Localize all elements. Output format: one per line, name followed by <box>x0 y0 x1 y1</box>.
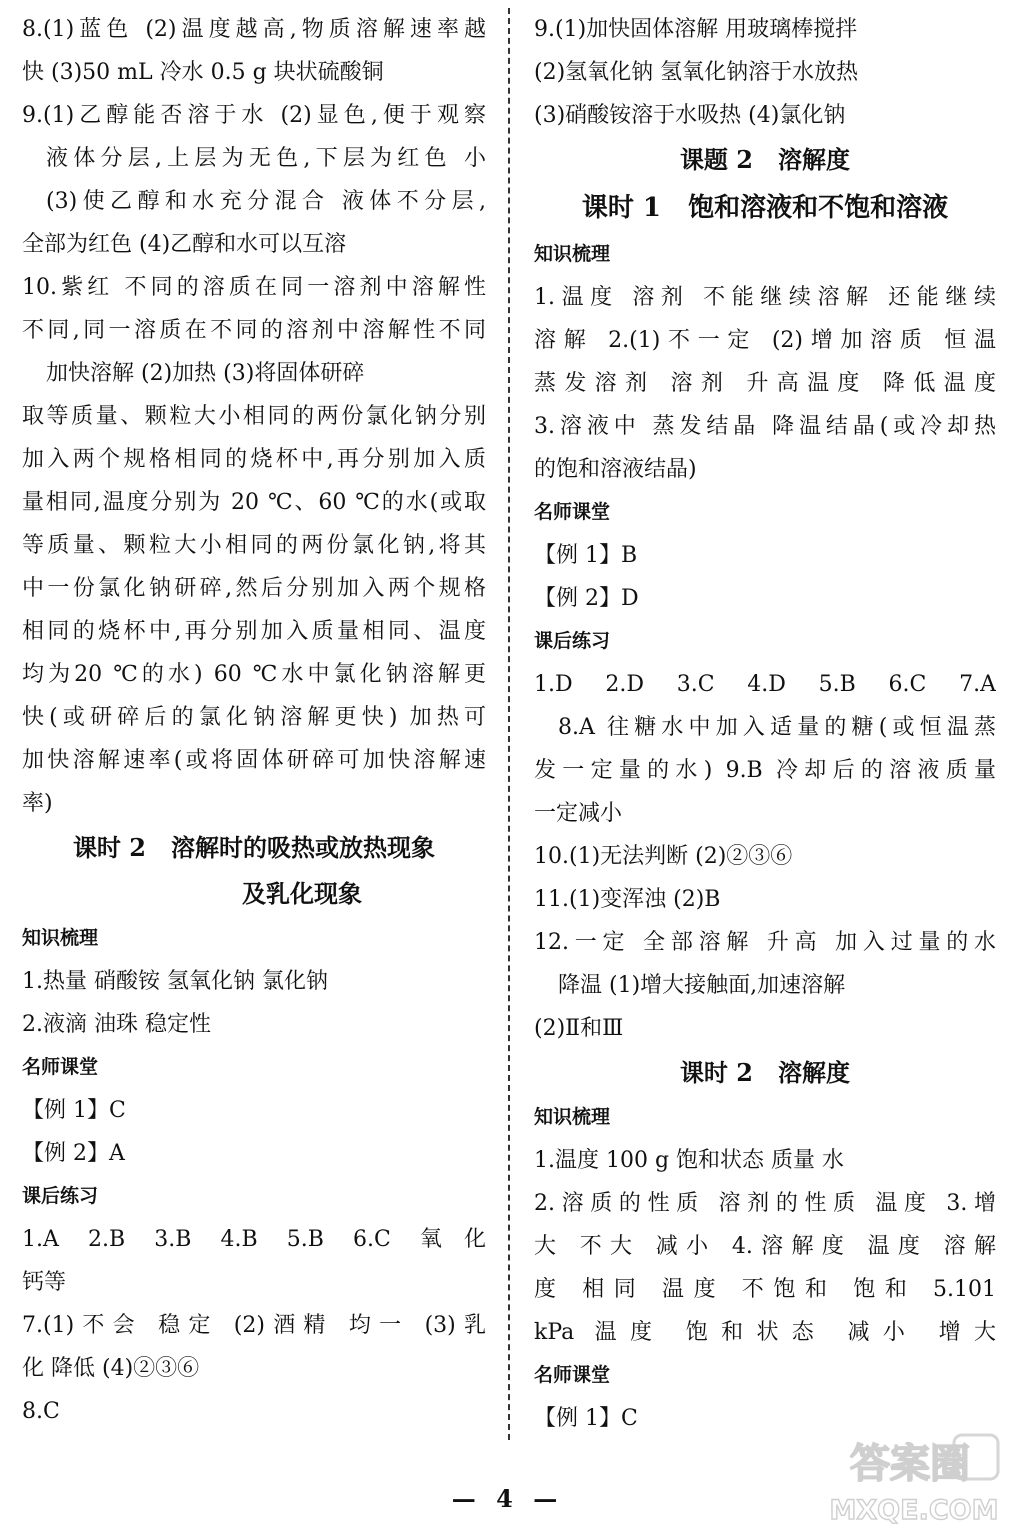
column-divider <box>508 8 510 1440</box>
answer-line: 蒸发溶剂 溶剂 升高温度 降低温度 <box>534 371 996 396</box>
answer-line: 8.C <box>22 1399 60 1424</box>
section-heading: 课后练习 <box>534 630 611 652</box>
answer-line: 1.A 2.B 3.B 4.B 5.B 6.C 氧化 <box>22 1227 486 1252</box>
right-column <box>534 8 996 1440</box>
lesson-title: 课时 2 溶解度 <box>679 1058 851 1087</box>
answer-line: 9.(1)加快固体溶解 用玻璃棒搅拌 <box>534 17 858 42</box>
answer-line: 发一定量的水) 9.B 冷却后的溶液质量 <box>534 758 996 783</box>
answer-line: 加快溶解 (2)加热 (3)将固体研碎 <box>46 361 365 386</box>
answer-line: 【例 2】A <box>22 1141 125 1166</box>
answer-line: 12.一定 全部溶解 升高 加入过量的水 <box>534 930 996 955</box>
answer-line: 均为20 ℃的水) 60 ℃水中氯化钠溶解更 <box>22 662 486 687</box>
answer-line: 度 相同 温度 不饱和 饱和 5.101 <box>534 1277 996 1302</box>
answer-line: 等质量、颗粒大小相同的两份氯化钠,将其 <box>22 533 486 558</box>
answer-line: 10.紫红 不同的溶质在同一溶剂中溶解性 <box>22 275 486 300</box>
section-heading: 知识梳理 <box>534 1106 611 1128</box>
answer-line: 快(或研碎后的氯化钠溶解更快) 加热可 <box>22 705 486 730</box>
answer-line: 中一份氯化钠研碎,然后分别加入两个规格 <box>22 576 486 601</box>
lesson-title: 及乳化现象 <box>242 879 362 908</box>
answer-line: 1.D 2.D 3.C 4.D 5.B 6.C 7.A <box>534 672 996 697</box>
answer-line: 3.溶液中 蒸发结晶 降温结晶(或冷却热 <box>534 414 996 439</box>
answer-line: 加入两个规格相同的烧杯中,再分别加入质 <box>22 447 486 472</box>
section-heading: 名师课堂 <box>534 501 611 523</box>
answer-line: kPa 温度 饱和状态 减小 增大 <box>534 1320 996 1345</box>
answer-line: 10.(1)无法判断 (2)②③⑥ <box>534 844 793 869</box>
left-column <box>22 8 486 1433</box>
watermark-brand: 答案圈 <box>850 1441 970 1487</box>
answer-line: 全部为红色 (4)乙醇和水可以互溶 <box>22 232 347 257</box>
answer-line: 量相同,温度分别为 20 ℃、60 ℃的水(或取 <box>22 490 486 515</box>
answer-line: 降温 (1)增大接触面,加速溶解 <box>558 973 846 998</box>
section-heading: 知识梳理 <box>534 243 611 265</box>
section-heading: 名师课堂 <box>22 1056 99 1078</box>
answer-line: 相同的烧杯中,再分别加入质量相同、温度 <box>22 619 486 644</box>
answer-line: 1.温度 100 g 饱和状态 质量 水 <box>534 1148 845 1173</box>
answer-line: 8.(1)蓝色 (2)温度越高,物质溶解速率越 <box>22 17 486 42</box>
section-heading: 知识梳理 <box>22 927 99 949</box>
answer-line: 2.液滴 油珠 稳定性 <box>22 1012 211 1037</box>
answer-line: 2.溶质的性质 溶剂的性质 温度 3.增 <box>534 1191 996 1216</box>
answer-line: 11.(1)变浑浊 (2)B <box>534 887 721 912</box>
answer-line: (3)使乙醇和水充分混合 液体不分层, <box>46 189 486 214</box>
answer-line: 【例 1】C <box>534 1406 638 1431</box>
answer-line: 【例 1】B <box>534 543 638 568</box>
answer-line: (2)Ⅱ和Ⅲ <box>534 1016 624 1041</box>
page-number: — 4 — <box>451 1484 564 1513</box>
answer-line: 溶解 2.(1)不一定 (2)增加溶质 恒温 <box>534 328 996 353</box>
answer-line: 1.温度 溶剂 不能继续溶解 还能继续 <box>534 285 996 310</box>
answer-line: 8.A 往糖水中加入适量的糖(或恒温蒸 <box>558 715 996 740</box>
answer-line: 【例 1】C <box>22 1098 126 1123</box>
watermark-url: MXQE.COM <box>829 1495 999 1526</box>
answer-line: 9.(1)乙醇能否溶于水 (2)显色,便于观察 <box>22 103 486 128</box>
answer-line: 的饱和溶液结晶) <box>534 457 697 482</box>
answer-line: 【例 2】D <box>534 586 639 611</box>
lesson-title: 课时 2 溶解时的吸热或放热现象 <box>72 833 436 862</box>
watermark-logo <box>826 1433 1001 1528</box>
answer-line: (2)氢氧化钠 氢氧化钠溶于水放热 <box>534 60 859 85</box>
answer-line: 取等质量、颗粒大小相同的两份氯化钠分别 <box>22 404 486 429</box>
section-heading: 名师课堂 <box>534 1364 611 1386</box>
lesson-title: 课题 2 溶解度 <box>679 145 851 174</box>
answer-line: 加快溶解速率(或将固体研碎可加快溶解速 <box>22 748 486 773</box>
answer-line: 快 (3)50 mL 冷水 0.5 g 块状硫酸铜 <box>22 60 384 85</box>
answer-line: 钙等 <box>22 1270 67 1295</box>
answer-line: 率) <box>22 791 53 816</box>
answer-line: 7.(1)不会 稳定 (2)酒精 均一 (3)乳 <box>22 1313 486 1338</box>
answer-line: 1.热量 硝酸铵 氢氧化钠 氯化钠 <box>22 969 328 994</box>
answer-line: 液体分层,上层为无色,下层为红色 小 <box>46 146 486 171</box>
answer-line: 化 降低 (4)②③⑥ <box>22 1356 200 1381</box>
lesson-title: 课时 1 饱和溶液和不饱和溶液 <box>581 193 949 223</box>
answer-line: 大 不大 减小 4.溶解度 温度 溶解 <box>534 1234 996 1259</box>
answer-line: 不同,同一溶质在不同的溶剂中溶解性不同 <box>22 318 486 343</box>
section-heading: 课后练习 <box>22 1185 99 1207</box>
answer-line: 一定减小 <box>534 801 623 826</box>
answer-line: (3)硝酸铵溶于水吸热 (4)氯化钠 <box>534 103 846 128</box>
